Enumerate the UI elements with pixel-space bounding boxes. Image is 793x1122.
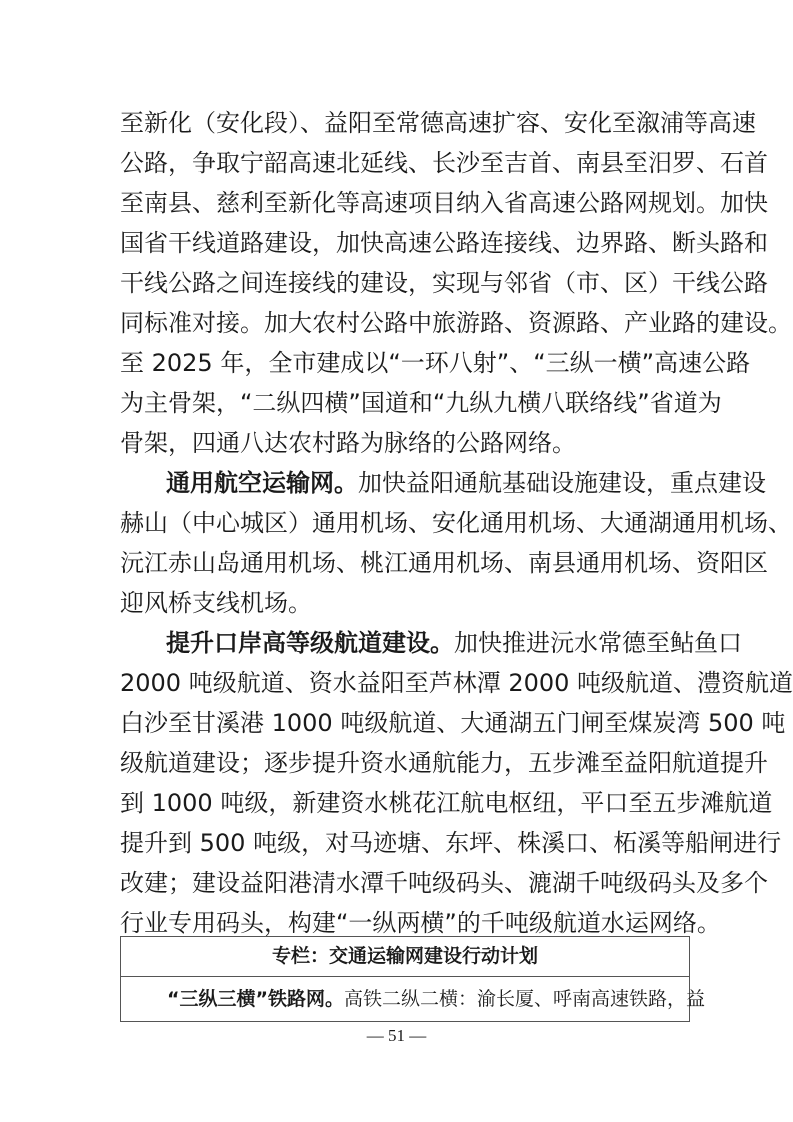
text-line: 迎风桥支线机场。 xyxy=(120,589,312,617)
text-line: 赫山（中心城区）通用机场、安化通用机场、大通湖通用机场、 xyxy=(120,509,792,537)
body-text xyxy=(120,103,793,943)
box-row xyxy=(121,977,705,1022)
box-title: 专栏：交通运输网建设行动计划 xyxy=(121,937,689,977)
text-line: 干线公路之间连接线的建设，实现与邻省（市、区）干线公路 xyxy=(120,269,768,297)
text-line: 同标准对接。加大农村公路中旅游路、资源路、产业路的建设。 xyxy=(120,309,792,337)
special-column-box xyxy=(120,936,705,1022)
paragraph-aviation xyxy=(120,463,792,623)
text-span: 加快推进沅水常德至鲇鱼口 xyxy=(454,629,742,657)
text-line: 至 2025 年，全市建成以“一环八射”、“三纵一横”高速公路 xyxy=(120,349,751,377)
text-line: 沅江赤山岛通用机场、桃江通用机场、南县通用机场、资阳区 xyxy=(120,549,768,577)
text-line: 为主骨架，“二纵四横”国道和“九纵九横八联络线”省道为 xyxy=(120,389,722,417)
text-line: 提升到 500 吨级，对马迹塘、东坪、株溪口、柘溪等船闸进行 xyxy=(120,829,782,857)
text-line: 骨架，四通八达农村路为脉络的公路网络。 xyxy=(120,429,576,457)
box-row-text: 高铁二纵二横：渝长厦、呼南高速铁路，益 xyxy=(343,988,705,1010)
paragraph-heading: 提升口岸高等级航道建设。 xyxy=(166,629,454,657)
text-line: 级航道建设；逐步提升资水通航能力，五步滩至益阳航道提升 xyxy=(120,749,768,777)
text-line: 2000 吨级航道、资水益阳至芦林潭 2000 吨级航道、澧资航道 xyxy=(120,669,793,697)
text-line: 国省干线道路建设，加快高速公路连接线、边界路、断头路和 xyxy=(120,229,768,257)
text-line: 白沙至甘溪港 1000 吨级航道、大通湖五门闸至煤炭湾 500 吨 xyxy=(120,709,786,737)
text-line: 行业专用码头，构建“一纵两横”的千吨级航道水运网络。 xyxy=(120,909,721,937)
page-number: — 51 — xyxy=(366,1026,427,1045)
text-line: 至新化（安化段）、益阳至常德高速扩容、安化至溆浦等高速 xyxy=(120,109,756,137)
text-line: 到 1000 吨级，新建资水桃花江航电枢纽，平口至五步滩航道 xyxy=(120,789,773,817)
paragraph-highway xyxy=(120,103,792,463)
text-line xyxy=(120,463,766,503)
paragraph-heading: 通用航空运输网。 xyxy=(166,469,358,497)
text-span: 加快益阳通航基础设施建设，重点建设 xyxy=(358,469,766,497)
text-line: 至南县、慈利至新化等高速项目纳入省高速公路网规划。加快 xyxy=(120,189,768,217)
text-line: 改建；建设益阳港清水潭千吨级码头、漉湖千吨级码头及多个 xyxy=(120,869,768,897)
box-row-heading: “三纵三横”铁路网。 xyxy=(167,988,344,1010)
text-line xyxy=(120,623,742,663)
paragraph-waterway xyxy=(120,623,793,943)
text-line: 公路，争取宁韶高速北延线、长沙至吉首、南县至汨罗、石首 xyxy=(120,149,768,177)
